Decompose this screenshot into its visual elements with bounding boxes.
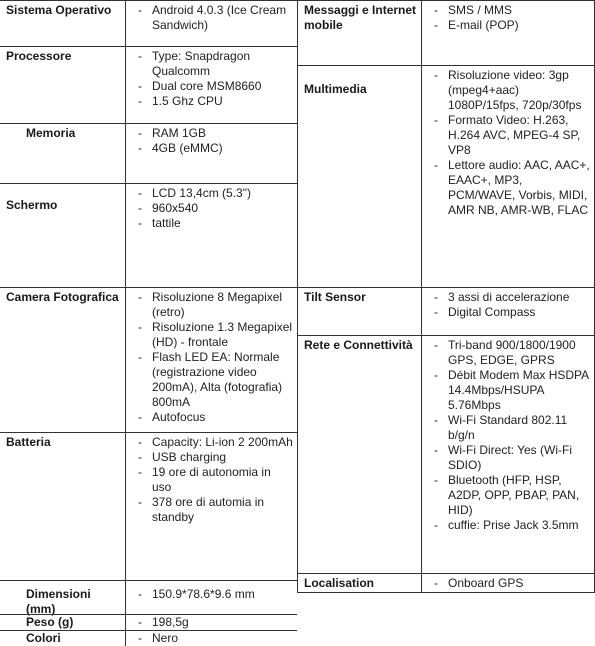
spec-row-os xyxy=(0,0,297,46)
spec-item: - tattile xyxy=(138,216,181,230)
spec-label: Messaggi e Internet mobile xyxy=(297,1,422,65)
spec-values xyxy=(126,1,297,46)
spec-label: Dimensioni (mm) xyxy=(0,581,126,614)
spec-values xyxy=(422,66,595,287)
spec-item: - Bluetooth (HFP, HSP, A2DP, OPP, PBAP, PAN, HID) xyxy=(434,473,580,517)
spec-values xyxy=(422,336,595,573)
spec-label: Multimedia xyxy=(297,66,422,287)
spec-row-multimedia xyxy=(297,65,595,287)
spec-values xyxy=(422,1,595,65)
spec-label: Colori xyxy=(0,631,126,646)
spec-item: - 960x540 xyxy=(138,201,199,215)
spec-values xyxy=(126,47,297,123)
spec-item: - RAM 1GB xyxy=(138,126,207,140)
spec-item: - Flash LED EA: Normale (registrazione video 200mA), Alta (fotografia) 800mA xyxy=(138,350,283,409)
spec-item: - 378 ore di automia in standby xyxy=(138,495,265,524)
spec-item: - Débit Modem Max HSDPA 14.4Mbps/HSUPA 5.76Mbps xyxy=(434,368,589,412)
spec-label: Processore xyxy=(0,47,126,123)
spec-values xyxy=(126,124,297,183)
spec-row-memory xyxy=(0,123,297,183)
spec-row-dimensions xyxy=(0,580,297,614)
spec-item: - 150.9*78.6*9.6 mm xyxy=(138,587,255,601)
spec-item: - LCD 13,4cm (5.3") xyxy=(138,186,251,200)
spec-label: Localisation xyxy=(297,574,422,592)
spec-values xyxy=(422,574,595,592)
spec-item: - Digital Compass xyxy=(434,305,536,319)
spec-item: - E-mail (POP) xyxy=(434,18,519,32)
spec-row-tilt-sensor xyxy=(297,287,595,335)
spec-item: - cuffie: Prise Jack 3.5mm xyxy=(434,518,579,532)
spec-item: - Tri-band 900/1800/1900 GPS, EDGE, GPRS xyxy=(434,338,576,367)
spec-item: - 4GB (eMMC) xyxy=(138,141,223,155)
spec-row-camera xyxy=(0,287,297,432)
spec-item: - 198,5g xyxy=(138,615,189,629)
spec-item: - Risoluzione video: 3gp (mpeg4+aac) 1080P/15fps, 720p/30fps xyxy=(434,68,582,112)
spec-item: - USB charging xyxy=(138,450,227,464)
spec-values xyxy=(126,615,297,630)
spec-item: - Type: Snapdragon Qualcomm xyxy=(138,49,251,78)
spec-item: - Risoluzione 1.3 Megapixel (HD) - frontale xyxy=(138,320,293,349)
spec-item: - 19 ore di autonomia in uso xyxy=(138,465,271,494)
spec-label: Rete e Connettività xyxy=(297,336,422,573)
spec-values xyxy=(422,288,595,335)
spec-label: Tilt Sensor xyxy=(297,288,422,335)
spec-row-colors xyxy=(0,630,297,646)
spec-label: Peso (g) xyxy=(0,615,126,630)
spec-values xyxy=(126,184,297,287)
spec-label: Camera Fotografica xyxy=(0,288,126,432)
spec-label: Memoria xyxy=(0,124,126,183)
spec-item: - Onboard GPS xyxy=(434,576,524,590)
spec-item: - Wi-Fi Standard 802.11 b/g/n xyxy=(434,413,568,442)
spec-item: - 1.5 Ghz CPU xyxy=(138,94,223,108)
spec-item: - SMS / MMS xyxy=(434,3,513,17)
spec-item: - Lettore audio: AAC, AAC+, EAAC+, MP3, PCM/WAVE, Vorbis, MIDI, AMR NB, AMR-WB, FLAC xyxy=(434,158,590,217)
spec-item: - Formato Video: H.263, H.264 AVC, MPEG-4 SP, VP8 xyxy=(434,113,581,157)
spec-row-processor xyxy=(0,46,297,123)
spec-values xyxy=(126,433,297,580)
spec-label: Schermo xyxy=(0,184,126,287)
spec-item: - Android 4.0.3 (Ice Cream Sandwich) xyxy=(138,3,287,32)
spec-label: Sistema Operativo xyxy=(0,1,126,46)
spec-values xyxy=(126,581,297,614)
spec-row-localisation xyxy=(297,573,595,593)
spec-values xyxy=(126,631,297,646)
spec-row-battery xyxy=(0,432,297,580)
spec-label: Batteria xyxy=(0,433,126,580)
spec-item: - Nero xyxy=(138,631,179,645)
spec-row-network xyxy=(297,335,595,573)
spec-values xyxy=(126,288,297,432)
spec-item: - Risoluzione 8 Megapixel (retro) xyxy=(138,290,283,319)
spec-item: - Capacity: Li-ion 2 200mAh xyxy=(138,435,293,449)
spec-row-messaging xyxy=(297,0,595,65)
spec-item: - Dual core MSM8660 xyxy=(138,79,262,93)
spec-item: - Wi-Fi Direct: Yes (Wi-Fi SDIO) xyxy=(434,443,572,472)
spec-item: - Autofocus xyxy=(138,410,206,424)
spec-item: - 3 assi di accelerazione xyxy=(434,290,570,304)
spec-row-weight xyxy=(0,614,297,630)
spec-row-screen xyxy=(0,183,297,287)
